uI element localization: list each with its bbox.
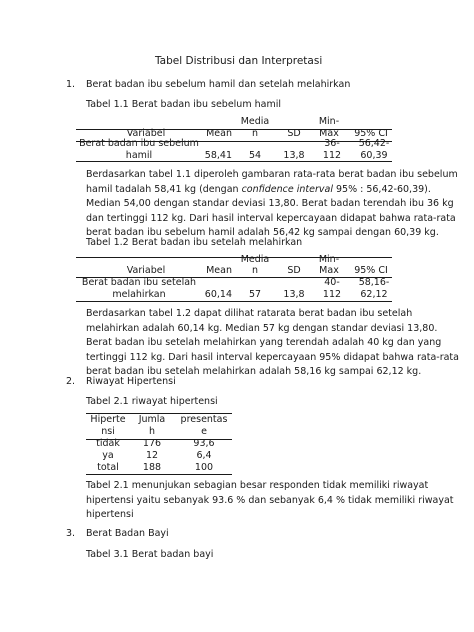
paragraph-line: hipertensi [86,509,134,520]
row-variabel-1: Berat badan ibu sebelum [79,138,199,149]
paragraph-line: Berdasarkan tabel 1.1 diperoleh gambaran rata-rata berat badan ibu sebelum [86,169,458,180]
row-ci-1: 58,16- [358,277,390,288]
header-sd: SD [287,128,301,139]
paragraph-line: hipertensi yaitu sebanyak 93.6 % dan sebanyak 6,4 % tidak memiliki riwayat [86,494,454,506]
row-ci-2: 62,12 [360,289,388,300]
cell-presentase: 93,6 [193,438,215,449]
header-mean: Mean [206,128,232,139]
paragraph-line: Berat badan ibu setelah melahirkan yang terendah adalah 40 kg dan yang [86,337,442,348]
header-hipertensi-1: Hiperte [90,414,126,425]
row-median: 54 [248,150,262,161]
header-minmax-2: Max [319,128,339,139]
cell-presentase: 100 [194,462,214,473]
row-minmax-1: 40- [324,277,340,288]
header-jumlah-2: h [148,426,156,437]
section-2-number: 2. [66,376,76,387]
row-sd: 13,8 [283,289,305,300]
row-variabel-2: melahirkan [112,289,166,300]
header-ci: 95% CI [354,128,388,139]
row-minmax-2: 112 [322,150,342,161]
header-ci: 95% CI [354,265,388,276]
row-ci-2: 60,39 [360,150,388,161]
paragraph-line: tertinggi 112 kg. Dari hasil interval kepercayaan 95% didapat bahwa rata-rata [86,351,459,363]
header-presentase-2: e [201,426,207,437]
paragraph-line: berat badan ibu setelah melahirkan adalah 58,16 kg sampai 62,12 kg. [86,366,422,377]
paragraph-line: Tabel 2.1 menunjukan sebagian besar responden tidak memiliki riwayat [86,480,429,491]
table-3-1-caption: Tabel 3.1 Berat badan bayi [86,549,214,560]
table-2-1-caption: Tabel 2.1 riwayat hipertensi [86,396,218,407]
section-1-heading: Berat badan ibu sebelum hamil dan setelah melahirkan [86,79,351,90]
paragraph-line: berat badan ibu sebelum hamil adalah 56,42 kg sampai dengan 60,39 kg. [86,227,439,238]
table-rule-bottom [76,161,392,162]
section-3-heading: Berat Badan Bayi [86,528,169,539]
row-minmax-1: 36- [324,138,340,149]
row-mean: 58,41 [204,150,232,161]
header-median-1: Media [240,254,270,265]
paragraph-line [86,183,431,198]
cell-jumlah: 188 [142,462,162,473]
cell-jumlah: 12 [145,450,159,461]
header-sd: SD [287,265,301,276]
cell-presentase: 6,4 [196,450,212,461]
header-minmax-1: Min- [318,116,340,127]
row-median: 57 [248,289,262,300]
paragraph-text: hamil tadalah 58,41 kg (dengan [86,183,242,195]
paragraph-line: Berdasarkan tabel 1.2 dapat dilihat ratarata berat badan ibu setelah [86,308,413,319]
table-rule-bottom [76,301,392,302]
table-1-1-caption: Tabel 1.1 Berat badan ibu sebelum hamil [86,99,281,110]
header-median-2: n [251,265,259,276]
cell-hipertensi: tidak [96,438,120,449]
cell-jumlah: 176 [142,438,162,449]
paragraph-line: dan tertinggi 112 kg. Dari hasil interval kepercayaan didapat bahwa rata-rata [86,212,456,224]
row-variabel-1: Berat badan ibu setelah [81,277,197,288]
header-minmax-2: Max [319,265,339,276]
table-rule-bottom [86,474,232,475]
header-minmax-1: Min- [318,254,340,265]
row-ci-1: 56,42- [358,138,390,149]
header-mean: Mean [206,265,232,276]
paragraph-italic-text: confidence interval [241,183,333,195]
row-variabel-2: hamil [125,150,153,161]
section-1-number: 1. [66,79,76,90]
page-title: Tabel Distribusi dan Interpretasi [155,55,323,67]
table-1-2-caption: Tabel 1.2 Berat badan ibu setelah melahirkan [86,237,303,248]
cell-hipertensi: ya [102,450,114,461]
header-median-2: n [251,128,259,139]
row-mean: 60,14 [204,289,232,300]
row-sd: 13,8 [283,150,305,161]
cell-hipertensi: total [97,462,119,473]
paragraph-line: melahirkan adalah 60,14 kg. Median 57 kg dengan standar deviasi 13,80. [86,322,438,334]
section-2-heading: Riwayat Hipertensi [86,376,176,387]
header-presentase-1: presentas [180,414,228,425]
header-median-1: Media [240,116,270,127]
paragraph-line: Median 54,00 dengan standar deviasi 13,80. Berat badan terendah ibu 36 kg [86,198,454,209]
paragraph-text: 95% : 56,42-60,39). [332,183,431,195]
row-minmax-2: 112 [322,289,342,300]
section-3-number: 3. [66,528,76,539]
header-hipertensi-2: nsi [101,426,115,437]
header-variabel: Variabel [126,265,166,276]
header-variabel: Variabel [126,128,166,139]
header-jumlah-1: Jumla [138,414,166,425]
